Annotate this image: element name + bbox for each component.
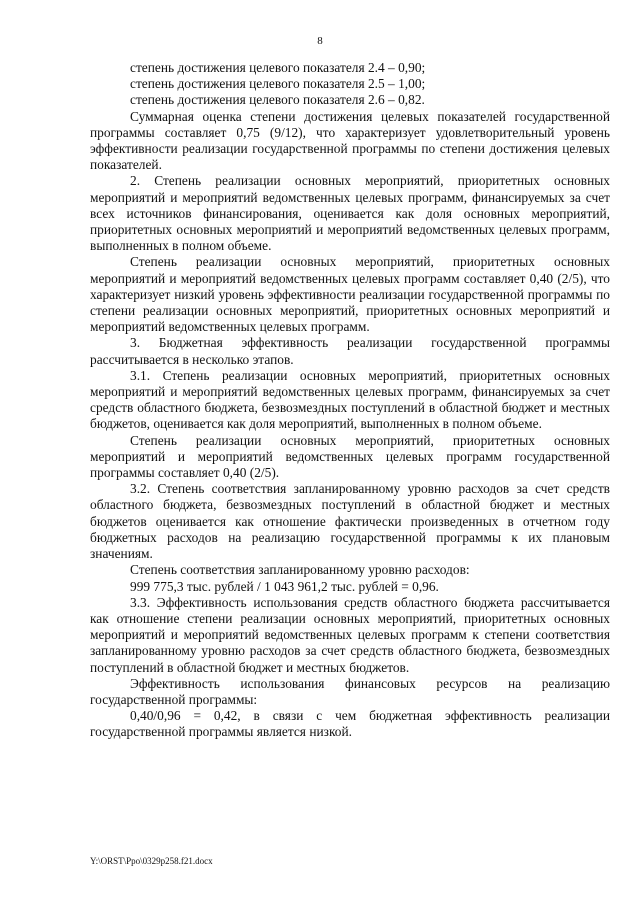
- paragraph: степень достижения целевого показателя 2.5 – 1,00;: [130, 76, 426, 92]
- paragraph: Степень реализации основных мероприятий, приоритетных основных мероприятий и мероприятий ведомственных целевых программ составляет 0,40 (2/5), что характеризует низкий уровень эффективности реализации государственной программы по степени реализации основных мероприятий, приоритетных основных мероприятий и мероприятий ведомственных целевых программ.: [90, 254, 610, 335]
- paragraph: Степень соответствия запланированному уровню расходов:: [130, 562, 470, 578]
- paragraph: 3.2. Степень соответствия запланированному уровню расходов за счет средств областного бюджета, безвозмездных поступлений в областной бюджет и местных бюджетов оценивается как отношение фактически произведенных в отчетном году бюджетных расходов на реализацию государственной программы к их плановым значениям.: [90, 481, 610, 562]
- document-body: [90, 60, 610, 741]
- paragraph: 3.3. Эффективность использования средств областного бюджета рассчитывается как отношение степени реализации основных мероприятий, приоритетных основных мероприятий и мероприятий ведомственных целевых программ к степени соответствия запланированному уровню расходов за счет средств областного бюджета, безвозмездных поступлений в областной бюджет и местных бюджетов.: [90, 594, 610, 675]
- paragraph: 0,40/0,96 = 0,42, в связи с чем бюджетная эффективность реализации государственной программы является низкой.: [90, 708, 610, 740]
- paragraph: Суммарная оценка степени достижения целевых показателей государственной программы составляет 0,75 (9/12), что характеризует удовлетворительный уровень эффективности реализации государственной программы по степени достижения целевых показателей.: [90, 108, 610, 173]
- paragraph: Степень реализации основных мероприятий, приоритетных основных мероприятий и мероприятий ведомственных целевых программ государственной программы составляет 0,40 (2/5).: [90, 432, 610, 481]
- paragraph: степень достижения целевого показателя 2.4 – 0,90;: [130, 60, 426, 75]
- footer-file-path: Y:\ORST\Ppo\0329p258.f21.docx: [90, 856, 213, 866]
- page-number: 8: [317, 35, 323, 47]
- paragraph: степень достижения целевого показателя 2.6 – 0,82.: [130, 92, 425, 108]
- paragraph: 999 775,3 тыс. рублей / 1 043 961,2 тыс. рублей = 0,96.: [130, 578, 439, 594]
- paragraph: 3. Бюджетная эффективность реализации государственной программы рассчитывается в несколько этапов.: [90, 335, 610, 367]
- paragraph: 2. Степень реализации основных мероприятий, приоритетных основных мероприятий и мероприятий ведомственных целевых программ, финансируемых за счет всех источников финансирования, оценивается как доля основных мероприятий, приоритетных основных мероприятий и мероприятий ведомственных целевых программ, выполненных в полном объеме.: [90, 173, 610, 254]
- paragraph: 3.1. Степень реализации основных мероприятий, приоритетных основных мероприятий и мероприятий ведомственных целевых программ, финансируемых за счет средств областного бюджета, безвозмездных поступлений в областной бюджет и местных бюджетов, оценивается как доля мероприятий, выполненных в полном объеме.: [90, 367, 610, 432]
- paragraph: Эффективность использования финансовых ресурсов на реализацию государственной программы:: [90, 675, 610, 707]
